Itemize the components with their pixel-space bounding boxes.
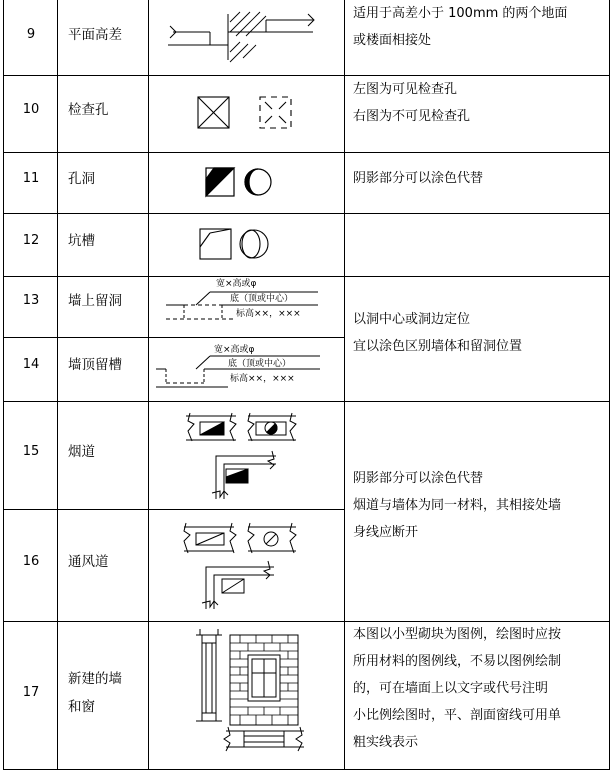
row-number: 17 — [22, 685, 40, 700]
row-name: 墙上留洞 — [68, 293, 122, 309]
fig13-bot-label: 标高××，××× — [236, 309, 301, 319]
row-desc: 左图为可见检查孔 右图为不可见检查孔 — [353, 82, 471, 124]
hole-symbol — [148, 152, 344, 213]
row-name: 通风道 — [68, 554, 109, 570]
row-number: 10 — [22, 102, 40, 117]
wall-top-groove-symbol — [148, 337, 344, 401]
col-border-1 — [57, 0, 58, 770]
row-number: 9 — [26, 27, 36, 42]
row-name: 烟道 — [68, 444, 95, 460]
inspection-hole-symbol — [148, 76, 344, 152]
row-name: 坑槽 — [68, 233, 95, 249]
row-number: 15 — [22, 444, 40, 459]
row-desc: 阴影部分可以涂色代替 — [353, 171, 484, 186]
row-border — [344, 276, 610, 277]
ventilation-duct-symbol — [148, 509, 344, 621]
fig14-mid-label: 底（顶或中心） — [228, 359, 292, 369]
col-border-3 — [344, 0, 345, 770]
row-name: 检查孔 — [68, 102, 109, 118]
row-name: 墙顶留槽 — [68, 357, 122, 373]
row-border — [3, 769, 610, 770]
row-name: 平面高差 — [68, 27, 122, 43]
row-number: 12 — [22, 233, 40, 248]
row-name: 新建的墙 — [68, 671, 122, 687]
col-border-right — [609, 0, 610, 770]
row-number: 13 — [22, 293, 40, 308]
level-difference-symbol — [148, 0, 344, 75]
pit-trench-symbol — [148, 213, 344, 276]
fig13-top-label: 宽×高或φ — [216, 279, 257, 289]
new-wall-window-symbol — [148, 621, 344, 769]
flue-symbol — [148, 401, 344, 509]
row-number: 11 — [22, 171, 40, 186]
merged-desc-15-16: 阴影部分可以涂色代替 烟道与墙体为同一材料，其相接处墙 身线应断开 — [353, 471, 562, 540]
row-desc: 本图以小型砌块为图例，绘图时应按 所用材料的图例线，不易以图例绘制 的，可在墙面上以文字或代号注明 小比例绘图时，平、剖面窗线可用单 粗实线表示 — [353, 627, 562, 750]
wall-opening-symbol — [148, 276, 344, 337]
fig13-mid-label: 底（顶或中心） — [230, 294, 294, 304]
row-desc: 适用于高差小于 100mm 的两个地面 或楼面相接处 — [353, 6, 568, 48]
row-number: 16 — [22, 554, 40, 569]
merged-desc-13-14: 以洞中心或洞边定位 宜以涂色区别墙体和留洞位置 — [353, 312, 523, 354]
col-border-left — [3, 0, 4, 770]
row-name: 和窗 — [68, 699, 95, 715]
row-name: 孔洞 — [68, 171, 95, 187]
row-number: 14 — [22, 357, 40, 372]
fig14-top-label: 宽×高或φ — [214, 345, 255, 355]
fig14-bot-label: 标高××，××× — [230, 374, 295, 384]
